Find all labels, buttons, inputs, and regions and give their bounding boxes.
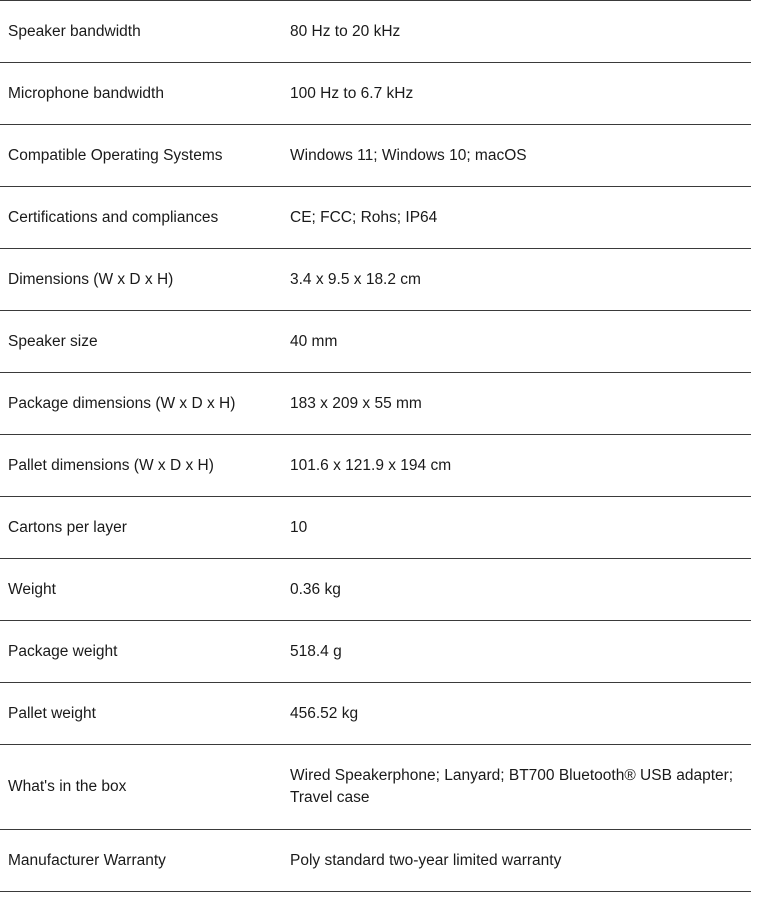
spec-value: 183 x 209 x 55 mm (290, 394, 422, 412)
spec-label: What's in the box (8, 778, 127, 795)
spec-row-pallet-weight (0, 683, 751, 745)
spec-label: Microphone bandwidth (8, 84, 164, 102)
spec-value: Poly standard two-year limited warranty (290, 851, 562, 869)
spec-value: 456.52 kg (290, 704, 359, 722)
spec-row-dimensions (0, 249, 751, 311)
spec-value: CE; FCC; Rohs; IP64 (290, 208, 438, 226)
spec-label: Package weight (8, 642, 118, 660)
spec-row-compatible-os (0, 125, 751, 187)
spec-label: Dimensions (W x D x H) (8, 270, 174, 288)
spec-row-weight (0, 559, 751, 621)
spec-label: Compatible Operating Systems (8, 146, 223, 164)
spec-value: 80 Hz to 20 kHz (290, 22, 401, 40)
spec-label: Manufacturer Warranty (8, 851, 166, 869)
spec-label: Certifications and compliances (8, 208, 219, 226)
spec-row-speaker-size (0, 311, 751, 373)
spec-label: Cartons per layer (8, 518, 127, 536)
spec-value: Wired Speakerphone; Lanyard; BT700 Bluetooth® USB adapter; Travel case (290, 767, 734, 806)
spec-row-package-dimensions (0, 373, 751, 435)
spec-label: Package dimensions (W x D x H) (8, 394, 236, 412)
spec-row-pallet-dimensions (0, 435, 751, 497)
spec-label: Speaker size (8, 332, 98, 350)
spec-row-certifications (0, 187, 751, 249)
spec-row-package-weight (0, 621, 751, 683)
spec-value: 101.6 x 121.9 x 194 cm (290, 456, 452, 474)
spec-value: 40 mm (290, 332, 338, 350)
spec-row-speaker-bandwidth (0, 1, 751, 63)
spec-row-cartons-per-layer (0, 497, 751, 559)
spec-value: 0.36 kg (290, 580, 341, 598)
spec-value: 100 Hz to 6.7 kHz (290, 84, 414, 102)
spec-row-whats-in-the-box (0, 745, 751, 830)
spec-row-manufacturer-warranty (0, 830, 751, 892)
spec-value: Windows 11; Windows 10; macOS (290, 146, 527, 164)
spec-label: Weight (8, 580, 56, 598)
spec-label: Speaker bandwidth (8, 22, 141, 40)
spec-label: Pallet weight (8, 704, 96, 722)
spec-value: 518.4 g (290, 642, 342, 660)
spec-row-microphone-bandwidth (0, 63, 751, 125)
spec-value: 10 (290, 518, 308, 536)
spec-label: Pallet dimensions (W x D x H) (8, 456, 214, 474)
spec-value: 3.4 x 9.5 x 18.2 cm (290, 270, 421, 288)
